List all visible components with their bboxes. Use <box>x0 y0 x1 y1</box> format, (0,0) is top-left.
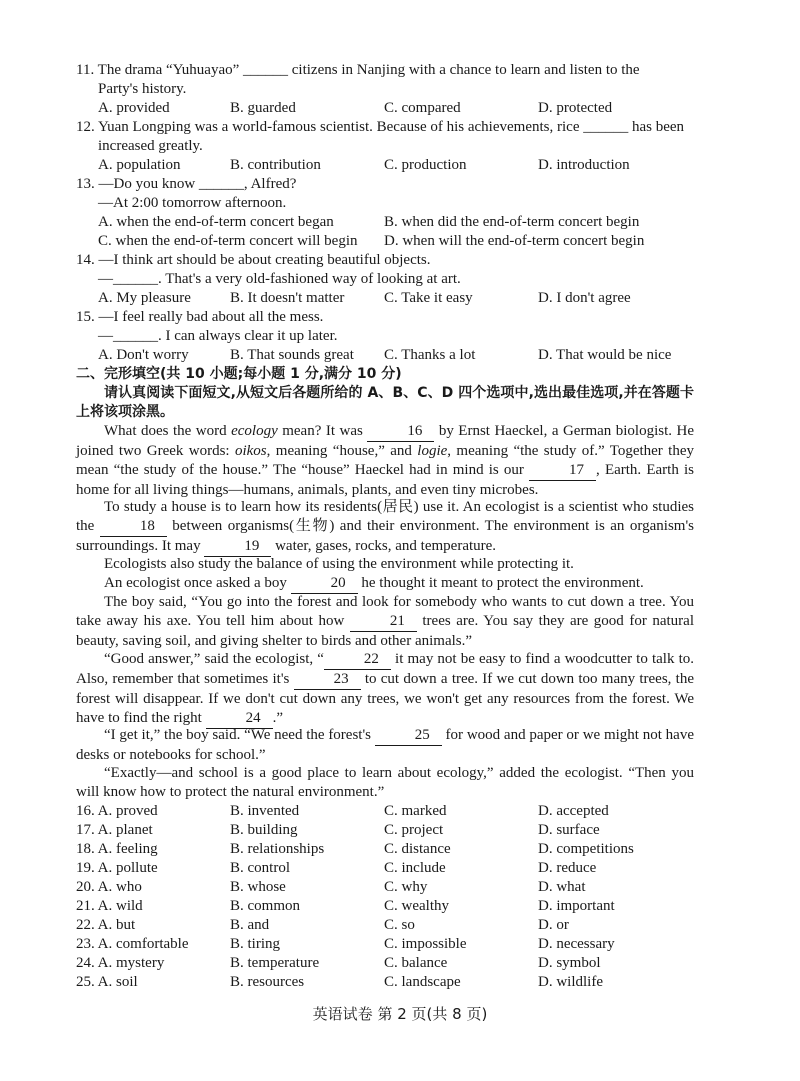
question-12-option-d: D. introduction <box>538 157 630 173</box>
question-11-option-b: B. guarded <box>230 100 296 116</box>
page-footer: 英语试卷 第 2 页(共 8 页) <box>312 1005 488 1023</box>
cloze-18-option-d: D. competitions <box>538 841 634 857</box>
cloze-23-option-b: B. tiring <box>230 936 281 952</box>
passage-paragraph-1: What does the word ecology mean? It was 16 by Ernst Haeckel, a German biologist. He joined two Greek words: oikos, meaning “house,” and logie, meaning “the study of.” Together they mean “the study of the house.” The “house” Haeckel had in mind is our 17 , Earth. Earth is home for all living things—humans, animals, plants, and even tiny microbes. <box>76 423 694 498</box>
passage-paragraph-5: The boy said, “You go into the forest and look for somebody who wants to cut down a tree. You take away his axe. You tell him about how 21 trees are. You say they are good for natural beauty, saving soil, and giving shelter to birds and other animals.” <box>76 594 694 649</box>
cloze-17-option-c: C. project <box>384 822 444 838</box>
cloze-25-option-a: 25. A. soil <box>76 974 138 990</box>
cloze-24-option-a: 24. A. mystery <box>76 955 165 971</box>
cloze-25-option-b: B. resources <box>230 974 305 990</box>
cloze-25-option-d: D. wildlife <box>538 974 603 990</box>
cloze-19-option-a: 19. A. pollute <box>76 860 158 876</box>
question-11-option-a: A. provided <box>98 100 170 116</box>
question-11-stem: 11. The drama “Yuhuayao” ______ citizens in Nanjing with a chance to learn and listen to the <box>76 62 640 78</box>
cloze-18-option-a: 18. A. feeling <box>76 841 158 857</box>
section-heading: 二、完形填空(共 10 小题;每小题 1 分,满分 10 分) <box>76 366 402 382</box>
blank-24: 24 <box>206 709 273 729</box>
question-13-stem: 13. —Do you know ______, Alfred? <box>76 176 297 192</box>
question-12-option-c: C. production <box>384 157 467 173</box>
cloze-21-option-b: B. common <box>230 898 300 914</box>
cloze-22-option-c: C. so <box>384 917 415 933</box>
cloze-24-option-d: D. symbol <box>538 955 601 971</box>
blank-21: 21 <box>350 612 417 632</box>
cloze-19-option-b: B. control <box>230 860 290 876</box>
cloze-20-option-a: 20. A. who <box>76 879 142 895</box>
question-11-option-c: C. compared <box>384 100 461 116</box>
question-13-option-a: A. when the end-of-term concert began <box>98 214 334 230</box>
question-13-option-b: B. when did the end-of-term concert begin <box>384 214 640 230</box>
question-14-option-a: A. My pleasure <box>98 290 191 306</box>
cloze-16-option-d: D. accepted <box>538 803 609 819</box>
cloze-23-option-a: 23. A. comfortable <box>76 936 189 952</box>
blank-18: 18 <box>100 517 167 537</box>
passage-paragraph-8: “Exactly—and school is a good place to learn about ecology,” added the ecologist. “Then you will know how to protect the natural environment.” <box>76 765 694 800</box>
cloze-22-option-a: 22. A. but <box>76 917 136 933</box>
cloze-20-option-c: C. why <box>384 879 428 895</box>
question-13-stem-cont: —At 2:00 tomorrow afternoon. <box>98 195 287 211</box>
cloze-24-option-c: C. balance <box>384 955 448 971</box>
cloze-22-option-d: D. or <box>538 917 569 933</box>
question-15-stem: 15. —I feel really bad about all the mess. <box>76 309 324 325</box>
cloze-20-option-b: B. whose <box>230 879 286 895</box>
section-instruction: 请认真阅读下面短文,从短文后各题所给的 A、B、C、D 四个选项中,选出最佳选项,并在答题卡上将该项涂黑。 <box>76 385 694 420</box>
cloze-19-option-d: D. reduce <box>538 860 597 876</box>
blank-23: 23 <box>294 670 361 690</box>
question-13-option-d: D. when will the end-of-term concert begin <box>384 233 645 249</box>
cloze-23-option-d: D. necessary <box>538 936 615 952</box>
blank-16: 16 <box>367 422 434 442</box>
cloze-18-option-c: C. distance <box>384 841 451 857</box>
cloze-17-option-b: B. building <box>230 822 298 838</box>
cloze-17-option-d: D. surface <box>538 822 600 838</box>
blank-22: 22 <box>324 650 391 670</box>
question-13-option-c: C. when the end-of-term concert will begin <box>98 233 358 249</box>
question-15-stem-cont: —______. I can always clear it up later. <box>98 328 338 344</box>
blank-20: 20 <box>291 574 358 594</box>
cloze-21-option-c: C. wealthy <box>384 898 449 914</box>
cloze-18-option-b: B. relationships <box>230 841 325 857</box>
question-12-stem: 12. Yuan Longping was a world-famous scientist. Because of his achievements, rice ______ has been <box>76 119 685 135</box>
passage-paragraph-6: “Good answer,” said the ecologist, “ 22 it may not be easy to find a woodcutter to talk to. Also, remember that sometimes it's 23 to cut down a tree. If we cut down too many trees, the forest will disappear. If we don't cut down any trees, we won't get any resources from the forest. We have to find the right 24 .” <box>76 650 694 729</box>
passage-paragraph-4: An ecologist once asked a boy 20 he thought it meant to protect the environment. <box>76 574 694 594</box>
question-14-stem-cont: —______. That's a very old-fashioned way of looking at art. <box>98 271 461 287</box>
blank-25: 25 <box>375 726 442 746</box>
question-11-stem-cont: Party's history. <box>98 81 187 97</box>
cloze-23-option-c: C. impossible <box>384 936 467 952</box>
cloze-24-option-b: B. temperature <box>230 955 320 971</box>
blank-19: 19 <box>204 537 271 557</box>
blank-17: 17 <box>529 461 596 481</box>
passage-paragraph-3: Ecologists also study the balance of using the environment while protecting it. <box>104 556 574 572</box>
question-14-option-d: D. I don't agree <box>538 290 631 306</box>
cloze-21-option-d: D. important <box>538 898 615 914</box>
question-15-option-a: A. Don't worry <box>98 347 189 363</box>
cloze-19-option-c: C. include <box>384 860 446 876</box>
cloze-16-option-a: 16. A. proved <box>76 803 158 819</box>
question-12-option-b: B. contribution <box>230 157 321 173</box>
passage-paragraph-2: To study a house is to learn how its residents(居民) use it. An ecologist is a scientist who studies the 18 between organisms(生物) and their environment. The environment is an organism's surroundings. It may 19 water, gases, rocks, and temperature. <box>76 498 694 557</box>
cloze-16-option-c: C. marked <box>384 803 447 819</box>
question-14-stem: 14. —I think art should be about creating beautiful objects. <box>76 252 431 268</box>
question-15-option-c: C. Thanks a lot <box>384 347 476 363</box>
cloze-25-option-c: C. landscape <box>384 974 461 990</box>
question-14-option-b: B. It doesn't matter <box>230 290 345 306</box>
question-11-option-d: D. protected <box>538 100 613 116</box>
cloze-16-option-b: B. invented <box>230 803 300 819</box>
cloze-22-option-b: B. and <box>230 917 270 933</box>
cloze-21-option-a: 21. A. wild <box>76 898 143 914</box>
cloze-20-option-d: D. what <box>538 879 586 895</box>
question-12-stem-cont: increased greatly. <box>98 138 203 154</box>
passage-paragraph-7: “I get it,” the boy said. “We need the forest's 25 for wood and paper or we might not have desks or notebooks for school.” <box>76 727 694 763</box>
question-15-option-b: B. That sounds great <box>230 347 354 363</box>
cloze-17-option-a: 17. A. planet <box>76 822 153 838</box>
question-15-option-d: D. That would be nice <box>538 347 672 363</box>
question-14-option-c: C. Take it easy <box>384 290 473 306</box>
question-12-option-a: A. population <box>98 157 181 173</box>
